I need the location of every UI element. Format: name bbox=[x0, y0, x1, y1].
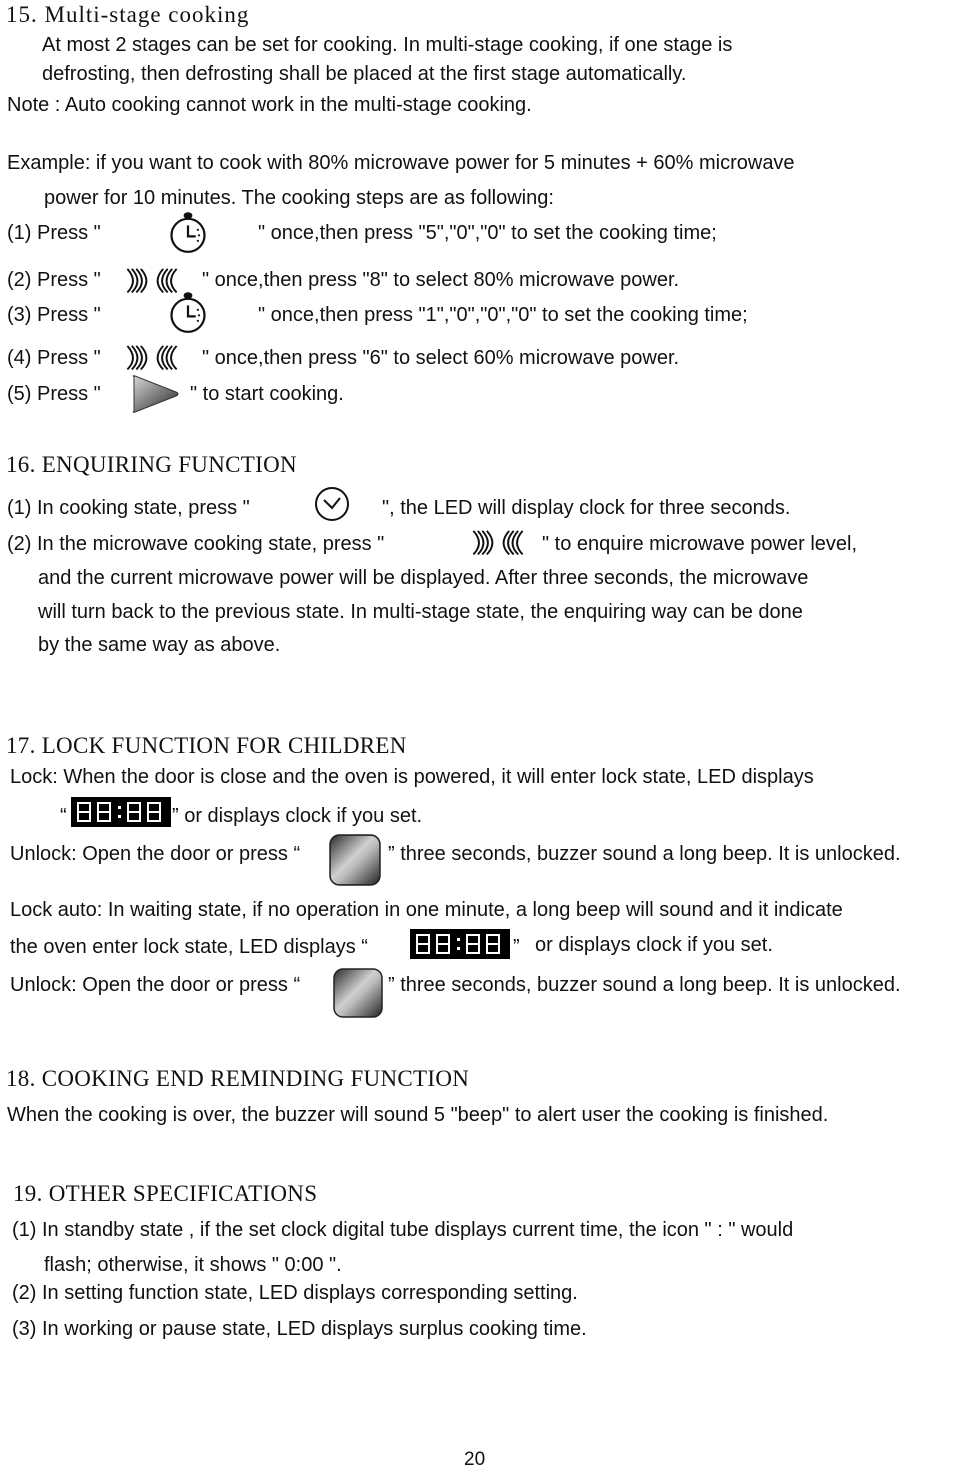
section-18-title: 18. COOKING END REMINDING FUNCTION bbox=[6, 1066, 470, 1091]
s15-text-line-1: At most 2 stages can be set for cooking. In multi-stage cooking, if one stage is bbox=[42, 34, 733, 56]
s16-line-2-prefix: (2) In the microwave cooking state, press " bbox=[7, 533, 385, 555]
start-icon bbox=[130, 374, 180, 414]
section-15-title: 15. Multi-stage cooking bbox=[6, 2, 250, 27]
step-1-text: " once,then press "5","0","0" to set the cooking time; bbox=[258, 222, 717, 244]
step-4-text: " once,then press "6" to select 60% microwave power. bbox=[202, 347, 680, 369]
section-19-title: 19. OTHER SPECIFICATIONS bbox=[13, 1181, 318, 1206]
step-1-prefix: (1) Press " bbox=[7, 222, 101, 244]
step-3-text: " once,then press "1","0","0","0" to set the cooking time; bbox=[258, 304, 748, 326]
step-2-prefix: (2) Press " bbox=[7, 269, 101, 291]
step-5-prefix: (5) Press " bbox=[7, 383, 101, 405]
s16-line-4: will turn back to the previous state. In multi-stage state, the enquiring way can be done bbox=[38, 601, 803, 623]
s17-unlock-prefix: Unlock: Open the door or press “ bbox=[10, 843, 301, 865]
clock-icon bbox=[312, 484, 352, 524]
s17-lock-line-1: Lock: When the door is close and the oven is powered, it will enter lock state, LED displays bbox=[10, 766, 814, 788]
s17-unlock2-text: ” three seconds, buzzer sound a long beep. It is unlocked. bbox=[388, 974, 901, 996]
microwave-power-icon bbox=[470, 524, 526, 558]
step-2-text: " once,then press "8" to select 80% microwave power. bbox=[202, 269, 680, 291]
s16-line-1-text: ", the LED will display clock for three seconds. bbox=[382, 497, 791, 519]
s17-unlock2-prefix: Unlock: Open the door or press “ bbox=[10, 974, 301, 996]
timer-icon bbox=[166, 210, 210, 254]
stop-cancel-icon bbox=[333, 968, 383, 1018]
step-3-prefix: (3) Press " bbox=[7, 304, 101, 326]
s19-line-1: (1) In standby state , if the set clock digital tube displays current time, the icon " : " would bbox=[12, 1219, 794, 1241]
s17-unlock-text: ” three seconds, buzzer sound a long beep. It is unlocked. bbox=[388, 843, 901, 865]
s18-line-1: When the cooking is over, the buzzer will sound 5 "beep" to alert user the cooking is finished. bbox=[7, 1104, 829, 1126]
s15-example-line-2: power for 10 minutes. The cooking steps are as following: bbox=[44, 187, 554, 209]
s16-line-3: and the current microwave power will be displayed. After three seconds, the microwave bbox=[38, 567, 809, 589]
s16-line-2-text: " to enquire microwave power level, bbox=[542, 533, 858, 555]
s15-note: Note : Auto cooking cannot work in the multi-stage cooking. bbox=[7, 94, 532, 116]
s15-text-line-2: defrosting, then defrosting shall be placed at the first stage automatically. bbox=[42, 63, 687, 85]
s19-line-3: (2) In setting function state, LED displays corresponding setting. bbox=[12, 1282, 578, 1304]
led-display-icon bbox=[410, 928, 510, 960]
step-5-text: " to start cooking. bbox=[190, 383, 344, 405]
s17-auto-line-2-prefix: the oven enter lock state, LED displays “ bbox=[10, 936, 368, 958]
page-number: 20 bbox=[464, 1449, 486, 1470]
s16-line-1-prefix: (1) In cooking state, press " bbox=[7, 497, 250, 519]
s17-auto-line-1: Lock auto: In waiting state, if no operation in one minute, a long beep will sound and it indicate bbox=[10, 899, 843, 921]
section-16-title: 16. ENQUIRING FUNCTION bbox=[6, 452, 297, 477]
s17-lock-line-2: ” or displays clock if you set. bbox=[172, 805, 423, 827]
s19-line-2: flash; otherwise, it shows " 0:00 ". bbox=[44, 1254, 342, 1276]
step-4-prefix: (4) Press " bbox=[7, 347, 101, 369]
s17-auto-line-2: or displays clock if you set. bbox=[535, 934, 773, 956]
microwave-power-icon bbox=[124, 339, 180, 373]
s17-auto-quote-close: ” bbox=[513, 936, 520, 958]
s15-example-line-1: Example: if you want to cook with 80% microwave power for 5 minutes + 60% microwave bbox=[7, 152, 795, 174]
s19-line-4: (3) In working or pause state, LED displays surplus cooking time. bbox=[12, 1318, 587, 1340]
timer-icon bbox=[166, 290, 210, 334]
s17-lock-quote-open: “ bbox=[60, 805, 67, 827]
s16-line-5: by the same way as above. bbox=[38, 634, 281, 656]
led-display-icon bbox=[71, 797, 171, 827]
stop-cancel-icon bbox=[329, 834, 381, 886]
section-17-title: 17. LOCK FUNCTION FOR CHILDREN bbox=[6, 733, 407, 758]
